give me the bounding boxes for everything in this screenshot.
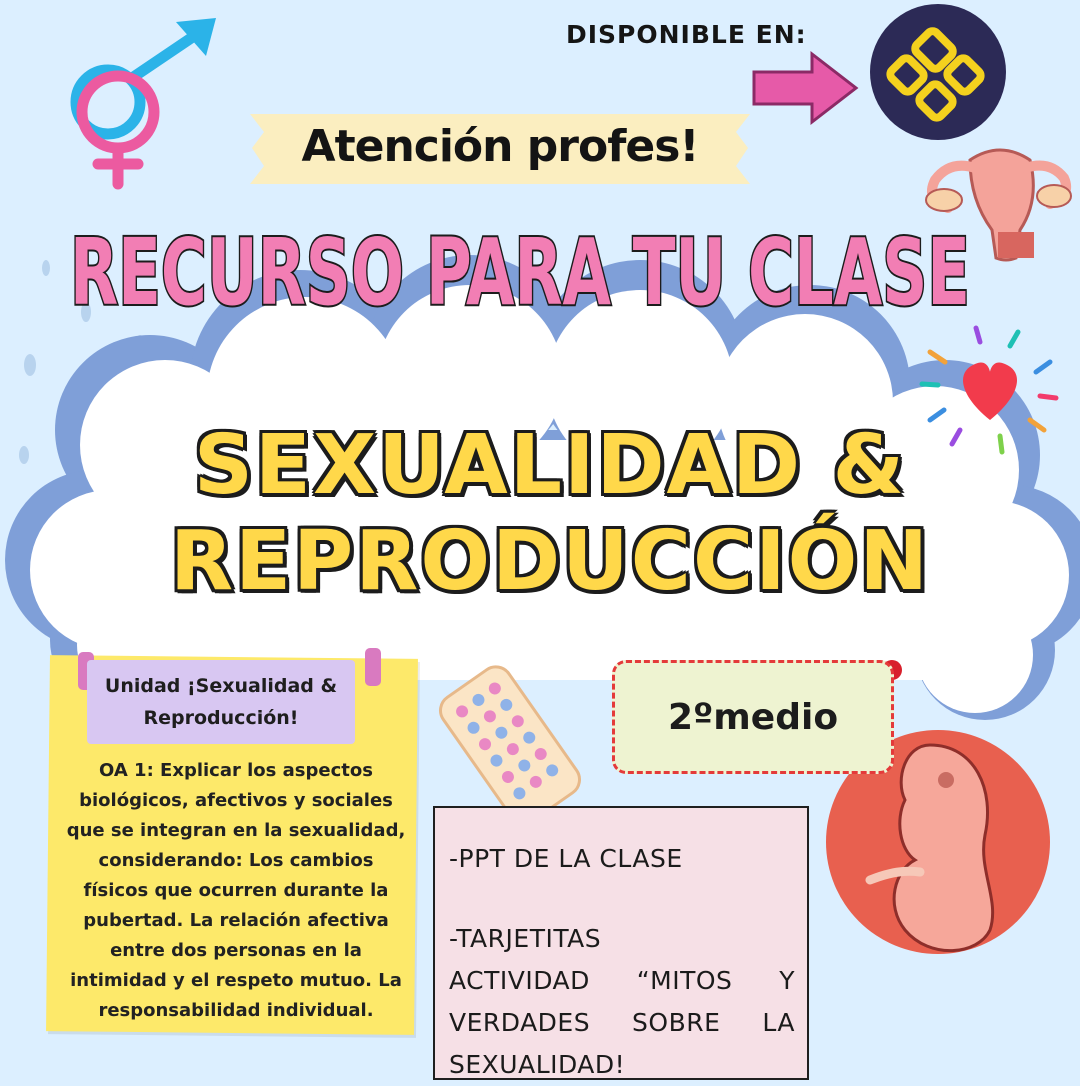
headline-text [40, 212, 1000, 322]
pill-pack-icon [434, 661, 586, 830]
main-title-line1: SEXUALIDAD & [193, 418, 907, 513]
objective-line: que se integran en la sexualidad, [66, 820, 406, 841]
note-clip-right [365, 648, 381, 686]
resource-item-cards-line3: VERDADES SOBRE LA [449, 1008, 795, 1037]
unit-title-line1: Unidad ¡Sexualidad & [104, 675, 338, 697]
resource-item-cards-line1: -TARJETITAS [449, 924, 602, 953]
platform-logo-icon [870, 4, 1006, 140]
objective-line: considerando: Los cambios [98, 850, 374, 871]
arrow-right-icon [754, 54, 856, 122]
grade-level-card [612, 660, 894, 774]
objective-line: intimidad y el respeto mutuo. La [70, 970, 402, 991]
headline-svg-text: RECURSO PARA TU CLASE [70, 219, 970, 322]
resource-item-cards-line2: ACTIVIDAD “MITOS Y [449, 966, 795, 995]
available-label: DISPONIBLE EN: [566, 20, 807, 49]
objective-line: físicos que ocurren durante la [83, 880, 389, 901]
unit-tab [87, 660, 355, 744]
resource-item-cards-line4: SEXUALIDAD! [449, 1050, 626, 1079]
objective-line: biológicos, afectivos y sociales [79, 790, 393, 811]
objective-text [64, 756, 408, 1026]
objective-line: entre dos personas en la [110, 940, 362, 961]
objective-line: OA 1: Explicar los aspectos [99, 760, 373, 781]
objective-line: pubertad. La relación afectiva [83, 910, 389, 931]
unit-title-line2: Reproducción! [143, 707, 299, 729]
resources-box [433, 806, 809, 1080]
banner-text: Atención profes! [301, 120, 699, 172]
grade-level-label: 2ºmedio [667, 696, 839, 738]
resource-item-ppt: -PPT DE LA CLASE [449, 844, 683, 873]
gender-symbols-icon [76, 18, 216, 184]
main-title-line2: REPRODUCCIÓN [170, 514, 930, 609]
objective-line: responsabilidad individual. [98, 1000, 374, 1021]
main-title [90, 418, 1010, 610]
